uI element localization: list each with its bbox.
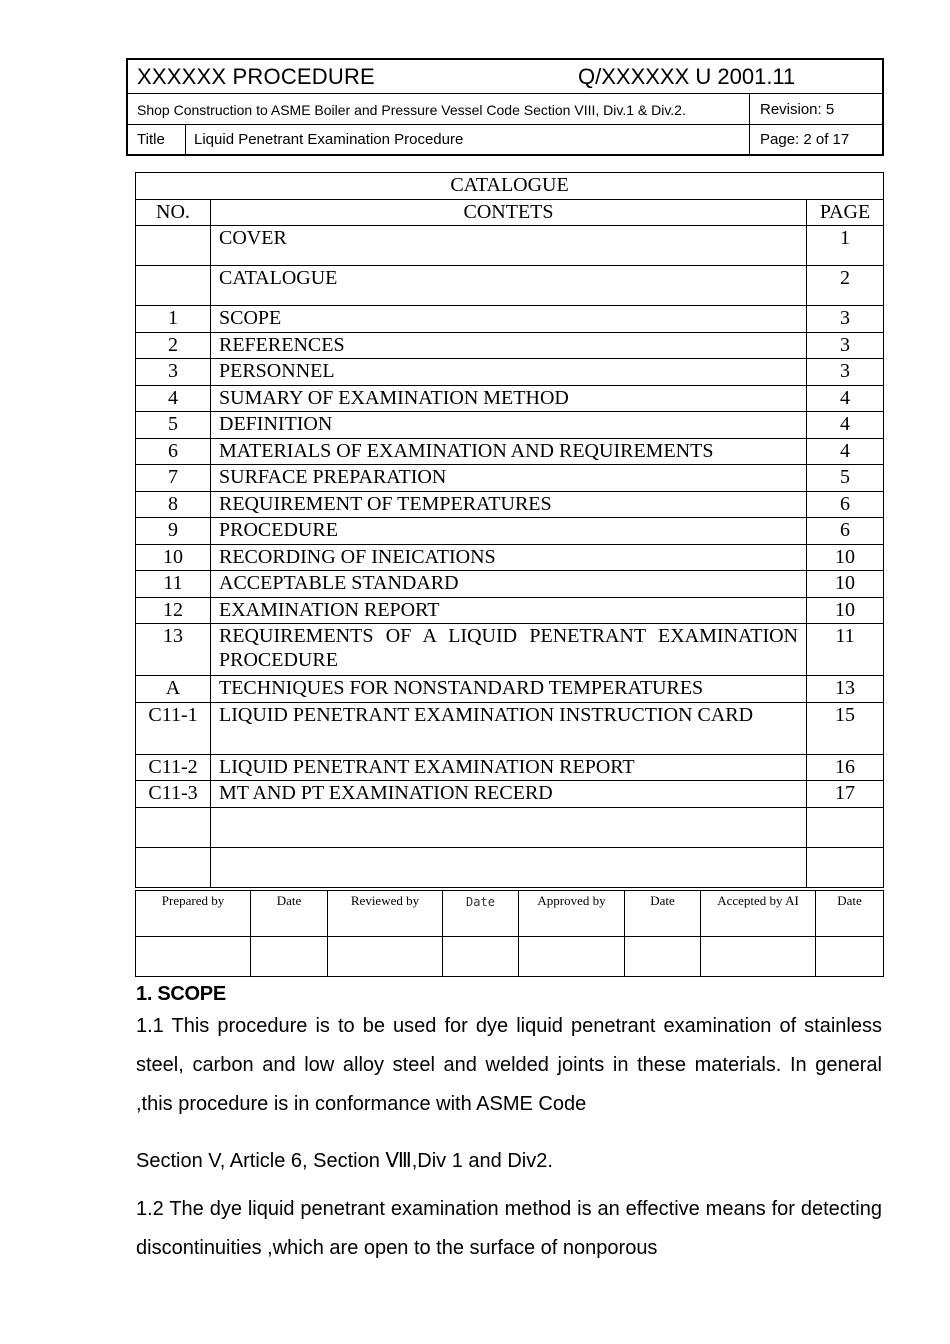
row-title: PERSONNEL (211, 359, 807, 386)
row-page: 13 (807, 676, 884, 703)
reviewed-by-label: Reviewed by (328, 891, 443, 937)
row-title: ACCEPTABLE STANDARD (211, 571, 807, 598)
row-page: 10 (807, 597, 884, 624)
row-no: 13 (136, 624, 211, 676)
paragraph-1-1-continued: Section V, Article 6, Section Ⅷ,Div 1 and Div2. (136, 1150, 553, 1172)
row-no: 2 (136, 332, 211, 359)
catalogue-column-headers (136, 200, 884, 226)
row-no: 7 (136, 465, 211, 492)
table-row (136, 359, 884, 386)
row-page: 15 (807, 702, 884, 754)
header-divider (749, 125, 750, 154)
table-row (136, 465, 884, 492)
table-row (136, 624, 884, 676)
row-page: 5 (807, 465, 884, 492)
table-row-empty (136, 807, 884, 847)
row-no (136, 226, 211, 266)
header-divider (749, 94, 750, 124)
row-no: 4 (136, 385, 211, 412)
row-page: 10 (807, 544, 884, 571)
row-title: MATERIALS OF EXAMINATION AND REQUIREMENTS (211, 438, 807, 465)
row-no: 1 (136, 306, 211, 333)
row-page: 1 (807, 226, 884, 266)
date-label: Date (625, 891, 701, 937)
row-no: C11-1 (136, 702, 211, 754)
table-row (136, 781, 884, 808)
date-value (625, 937, 701, 977)
row-no: C11-3 (136, 781, 211, 808)
table-row (136, 676, 884, 703)
row-no: 11 (136, 571, 211, 598)
date-value (816, 937, 884, 977)
header-row-title (128, 60, 882, 94)
header-row-doc-title (128, 125, 882, 154)
table-row (136, 226, 884, 266)
date-label: Date (251, 891, 328, 937)
date-value (443, 937, 519, 977)
catalogue-heading-row (136, 173, 884, 200)
row-no (136, 266, 211, 306)
paragraph-1-1: 1.1 This procedure is to be used for dye liquid penetrant examination of stainless steel, carbon and low alloy steel and welded joints in these materials. In general ,this procedure is in conformance with ASME Code (136, 1015, 882, 1115)
row-title: MT AND PT EXAMINATION RECERD (211, 781, 807, 808)
row-title: COVER (211, 226, 807, 266)
procedure-title: XXXXXX PROCEDURE (137, 64, 375, 89)
table-row (136, 754, 884, 781)
row-title: TECHNIQUES FOR NONSTANDARD TEMPERATURES (211, 676, 807, 703)
row-no: 5 (136, 412, 211, 439)
signature-table (135, 890, 884, 977)
row-title: SURFACE PREPARATION (211, 465, 807, 492)
title-label: Title (137, 131, 165, 148)
title-value: Liquid Penetrant Examination Procedure (194, 131, 464, 148)
date-label: Date (816, 891, 884, 937)
signature-values-row (136, 937, 884, 977)
row-page: 3 (807, 332, 884, 359)
row-title: LIQUID PENETRANT EXAMINATION REPORT (211, 754, 807, 781)
row-title: SCOPE (211, 306, 807, 333)
table-row (136, 266, 884, 306)
revision-label: Revision: 5 (760, 101, 835, 118)
row-no: 3 (136, 359, 211, 386)
signature-labels-row (136, 891, 884, 937)
table-row (136, 438, 884, 465)
row-title: REQUIREMENTS OF A LIQUID PENETRANT EXAMINATION PROCEDURE (211, 624, 807, 676)
row-no: 8 (136, 491, 211, 518)
accepted-by-value (701, 937, 816, 977)
row-title: DEFINITION (211, 412, 807, 439)
catalogue-table (135, 172, 884, 888)
prepared-by-label: Prepared by (136, 891, 251, 937)
table-row-empty (136, 847, 884, 887)
row-no: 6 (136, 438, 211, 465)
table-row (136, 385, 884, 412)
row-no: 12 (136, 597, 211, 624)
empty-cell (211, 847, 807, 887)
row-page: 17 (807, 781, 884, 808)
table-row (136, 702, 884, 754)
row-page: 3 (807, 359, 884, 386)
table-row (136, 571, 884, 598)
document-header (126, 58, 884, 156)
row-no: A (136, 676, 211, 703)
paragraph-1-2: 1.2 The dye liquid penetrant examination method is an effective means for detecting discontinuities ,which are open to the surface of nonporous (136, 1198, 882, 1259)
row-title: RECORDING OF INEICATIONS (211, 544, 807, 571)
row-title: SUMARY OF EXAMINATION METHOD (211, 385, 807, 412)
row-page: 10 (807, 571, 884, 598)
procedure-subtitle: Shop Construction to ASME Boiler and Pressure Vessel Code Section VIII, Div.1 & Div.2. (137, 102, 686, 118)
row-title: CATALOGUE (211, 266, 807, 306)
row-page: 4 (807, 412, 884, 439)
header-row-subtitle (128, 94, 882, 125)
empty-cell (807, 847, 884, 887)
column-header-page: PAGE (807, 200, 884, 226)
approved-by-label: Approved by (519, 891, 625, 937)
row-no: C11-2 (136, 754, 211, 781)
approved-by-value (519, 937, 625, 977)
accepted-by-label: Accepted by AI (701, 891, 816, 937)
table-row (136, 306, 884, 333)
catalogue-heading: CATALOGUE (136, 173, 884, 200)
procedure-code: Q/XXXXXX U 2001.11 (578, 64, 796, 89)
prepared-by-value (136, 937, 251, 977)
section-heading: 1. SCOPE (136, 983, 226, 1005)
empty-cell (211, 807, 807, 847)
row-page: 3 (807, 306, 884, 333)
row-page: 16 (807, 754, 884, 781)
table-row (136, 491, 884, 518)
column-header-no: NO. (136, 200, 211, 226)
reviewed-by-value (328, 937, 443, 977)
date-label: Date (443, 891, 519, 937)
row-page: 2 (807, 266, 884, 306)
row-title: REFERENCES (211, 332, 807, 359)
row-page: 11 (807, 624, 884, 676)
header-divider (185, 125, 186, 154)
row-title: PROCEDURE (211, 518, 807, 545)
row-page: 4 (807, 438, 884, 465)
table-row (136, 518, 884, 545)
table-row (136, 332, 884, 359)
empty-cell (136, 807, 211, 847)
row-no: 10 (136, 544, 211, 571)
empty-cell (136, 847, 211, 887)
row-title: EXAMINATION REPORT (211, 597, 807, 624)
row-page: 4 (807, 385, 884, 412)
page-number: Page: 2 of 17 (760, 131, 850, 148)
row-page: 6 (807, 491, 884, 518)
column-header-contents: CONTETS (211, 200, 807, 226)
table-row (136, 544, 884, 571)
row-title: REQUIREMENT OF TEMPERATURES (211, 491, 807, 518)
row-page: 6 (807, 518, 884, 545)
date-value (251, 937, 328, 977)
table-row (136, 597, 884, 624)
empty-cell (807, 807, 884, 847)
row-title: LIQUID PENETRANT EXAMINATION INSTRUCTION CARD (211, 702, 807, 754)
table-row (136, 412, 884, 439)
document-body (136, 981, 882, 1268)
row-no: 9 (136, 518, 211, 545)
